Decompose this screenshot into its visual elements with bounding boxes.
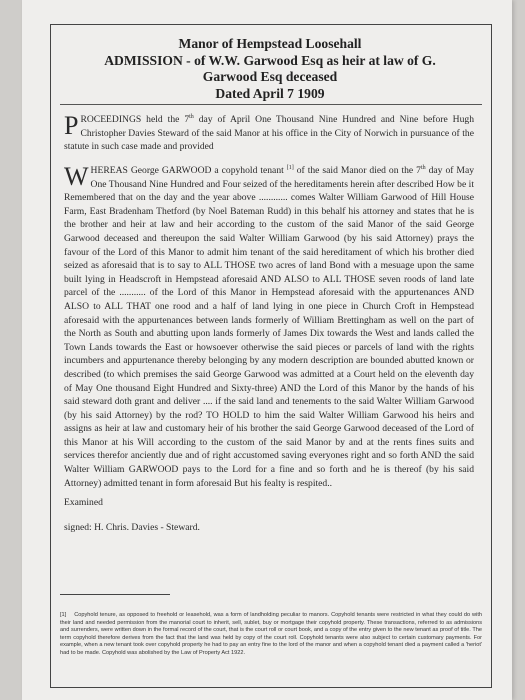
document-title	[60, 36, 480, 102]
dropcap-w: W	[64, 162, 89, 191]
footnote-text: Copyhold tenure, as opposed to freehold or leasehold, was a form of landholding peculiar to manors. Copyhold tenants were restricted in what they could do with their land and needed permission from the manorial court to inherit, sell, sublet, buy or mortgage their copyhold property. These transactions, referred to as admissions and surrenders, were written down in the formal record of the court, that is the court roll or court book, and a copy of the entry given to the new tenant as proof of title. The term copyhold therefore derives from the fact that the land was held by copy of the court roll. Copyhold tenants were also subject to certain customary payments. For example, when a new tenant took over copyhold property he had to pay an entry fine to the lord of the manor and when a copyhold tenant died a payment called a 'heriot' had to be made. Copyhold was abolished by the Law of Property Act 1922.	[60, 612, 482, 656]
dropcap-p: P	[64, 111, 79, 140]
title-line-2: ADMISSION - of W.W. Garwood Esq as heir at law of G.	[104, 52, 436, 68]
footnote-ref[interactable]: [1]	[286, 164, 294, 171]
examined-label: Examined	[64, 497, 103, 508]
proceedings-sup: th	[189, 113, 194, 120]
footnote-divider	[60, 594, 170, 595]
title-divider	[60, 104, 482, 105]
whereas-sup: th	[420, 164, 426, 171]
footnote	[60, 612, 482, 658]
title-line-3: Garwood Esq deceased	[202, 69, 338, 84]
title-line-4: Dated April 7 1909	[215, 85, 325, 101]
document-page	[22, 0, 512, 700]
title-line-1: Manor of Hempstead Loosehall	[178, 36, 362, 51]
whereas-paragraph	[64, 164, 474, 490]
footnote-number: [1]	[60, 612, 67, 618]
proceedings-text-b: day of April One Thousand Nine Hundred and Nine before Hugh Christopher Davies Steward of the said Manor at his office in the City of Norwich in pursuance of the statute in such case made and provided	[64, 114, 474, 153]
signature-line: signed: H. Chris. Davies - Steward.	[64, 522, 200, 533]
proceedings-paragraph	[64, 113, 474, 154]
proceedings-text-a: ROCEEDINGS held the 7	[80, 114, 190, 125]
whereas-text-b: of the said Manor died on the 7	[293, 165, 421, 176]
whereas-text-c: day of May One Thousand Nine Hundred and Four seized of the hereditaments herein after described How be it Remembered that on the day and the year above ............ comes Walter William Garwood of Hill House Farm, East Bradenham Thetford (by Noel Bateman Rudd) in this behalf his attorney and states that he is the brother and heir at law and heir according to the custom of the said Manor of the said George Garwood deceased and thereupon the said Walter William Garwood (by his said Attorney) prays the favour of the Lord of this Manor to admit him tenant of the said hereditament of which his brother died seized as aforesaid that is to say to ALL THOSE two acres of land Bond with a mesuage upon the same built lying in Headscroft in Hempstead aforesaid AND ALSO to ALL THOSE seven roods of land late parcel of the ........... of the Lord of this Manor in Hempstead aforesaid with the appurtenances AND ALSO to ALL THAT one rood and a half of land lying in one piece in Church Croft in Hempstead aforesaid with the appurtenances between lands formerly of William Brettingham as well on the part of the North as South and abutting upon lands formerly of James Dix towards the West and lands called the Town Lands towards the East or howsoever otherwise the said pieces or parcels of land with the rights incumbers and appurtenance thereby belonging by any modern description are bounded abutted known or described (to which premises the said George Garwood was admitted at a Court held on the eleventh day of May One thousand Eight Hundred and Sixty-three) AND the Lord of this Manor by the hands of his said steward doth grant and deliver .... if the said land and tenements to the said Walter William Garwood (by his said Attorney) by the rod? TO HOLD to him the said Walter William Garwood his heirs and assigns as heir at law and customary heir of his brother the said George Garwood deceased of the Lord of this Manor at his Will according to the custom of the said Manor by and at the rents fines suits and services therefor anciently due and of right accustomed saving everyones right and so forth AND the said Walter William GARWOOD pays to the Lord for a fine and so forth and he is thereof (by his said Attorney) admitted tenant in form aforesaid But his fealty is respited..	[64, 165, 475, 489]
whereas-text-a: HEREAS George GARWOOD a copyhold tenant	[90, 165, 287, 176]
